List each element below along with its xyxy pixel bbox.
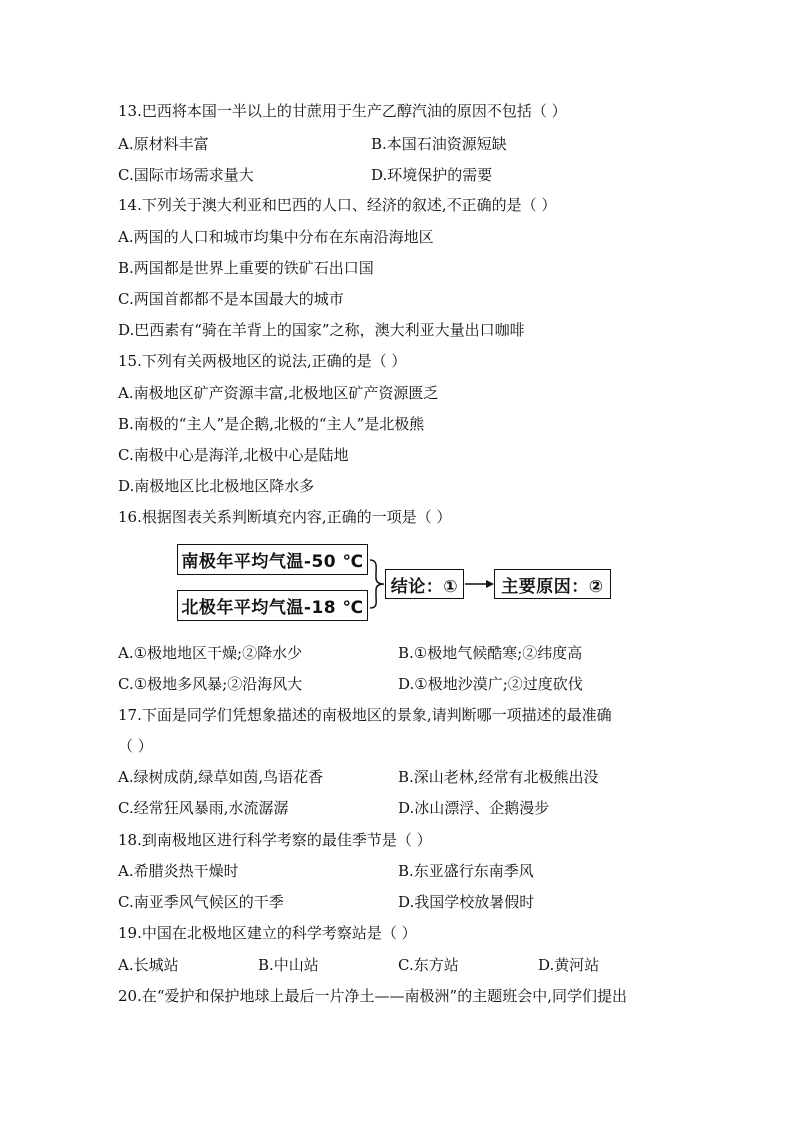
question-15-stem: 15.下列有关两极地区的说法,正确的是（ ） (118, 352, 407, 370)
question-19-option-a: A.长城站 (118, 956, 179, 974)
south-pole-temperature-box: 南极年平均气温-50 ℃ (177, 544, 368, 575)
question-14-stem: 14.下列关于澳大利亚和巴西的人口、经济的叙述,不正确的是（ ） (118, 196, 557, 214)
question-17-answer-bracket: （ ） (118, 737, 153, 755)
question-19-option-d: D.黄河站 (538, 956, 600, 974)
question-16-option-c: C.①极地多风暴;②沿海风大 (118, 675, 303, 693)
question-15-option-b: B.南极的“主人”是企鹅,北极的“主人”是北极熊 (118, 415, 425, 433)
question-17-stem: 17.下面是同学们凭想象描述的南极地区的景象,请判断哪一项描述的最准确 (118, 706, 612, 724)
arrow-head-icon (486, 580, 494, 588)
question-16-option-b: B.①极地气候酷寒;②纬度高 (398, 644, 583, 662)
main-reason-box: 主要原因：② (494, 569, 611, 599)
question-19-option-c: C.东方站 (398, 956, 459, 974)
question-20-stem: 20.在“爱护和保护地球上最后一片净土——南极洲”的主题班会中,同学们提出 (118, 987, 627, 1005)
question-17-option-b: B.深山老林,经常有北极熊出没 (398, 768, 599, 786)
question-15-option-a: A.南极地区矿产资源丰富,北极地区矿产资源匮乏 (118, 384, 439, 402)
question-18-option-a: A.希腊炎热干燥时 (118, 862, 239, 880)
question-19-stem: 19.中国在北极地区建立的科学考察站是（ ） (118, 924, 417, 942)
question-16-stem: 16.根据图表关系判断填充内容,正确的一项是（ ） (118, 508, 452, 526)
north-pole-temperature-box: 北极年平均气温-18 ℃ (177, 590, 368, 621)
question-13-stem: 13.巴西将本国一半以上的甘蔗用于生产乙醇汽油的原因不包括（ ） (118, 102, 567, 120)
question-16-option-d: D.①极地沙漠广;②过度砍伐 (398, 675, 583, 693)
question-16-option-a: A.①极地地区干燥;②降水少 (118, 644, 303, 662)
question-17-option-d: D.冰山漂浮、企鹅漫步 (398, 799, 550, 817)
question-13-option-a: A.原材料丰富 (118, 135, 209, 153)
question-18-option-d: D.我国学校放暑假时 (398, 893, 535, 911)
question-18-stem: 18.到南极地区进行科学考察的最佳季节是（ ） (118, 831, 432, 849)
question-18-option-c: C.南亚季风气候区的干季 (118, 893, 284, 911)
question-14-option-b: B.两国都是世界上重要的铁矿石出口国 (118, 259, 374, 277)
question-13-option-d: D.环境保护的需要 (371, 166, 493, 184)
question-18-option-b: B.东亚盛行东南季风 (398, 862, 534, 880)
curly-brace-connector (370, 560, 384, 608)
question-15-option-c: C.南极中心是海洋,北极中心是陆地 (118, 446, 349, 464)
question-14-option-d: D.巴西素有“骑在羊背上的国家”之称，澳大利亚大量出口咖啡 (118, 321, 525, 339)
conclusion-box: 结论：① (385, 569, 464, 599)
question-15-option-d: D.南极地区比北极地区降水多 (118, 477, 315, 495)
question-14-option-a: A.两国的人口和城市均集中分布在东南沿海地区 (118, 228, 434, 246)
question-13-option-c: C.国际市场需求量大 (118, 166, 254, 184)
question-17-option-a: A.绿树成荫,绿草如茵,鸟语花香 (118, 768, 324, 786)
question-17-option-c: C.经常狂风暴雨,水流潺潺 (118, 799, 289, 817)
question-13-option-b: B.本国石油资源短缺 (371, 135, 507, 153)
question-19-option-b: B.中山站 (258, 956, 319, 974)
question-14-option-c: C.两国首都都不是本国最大的城市 (118, 290, 344, 308)
